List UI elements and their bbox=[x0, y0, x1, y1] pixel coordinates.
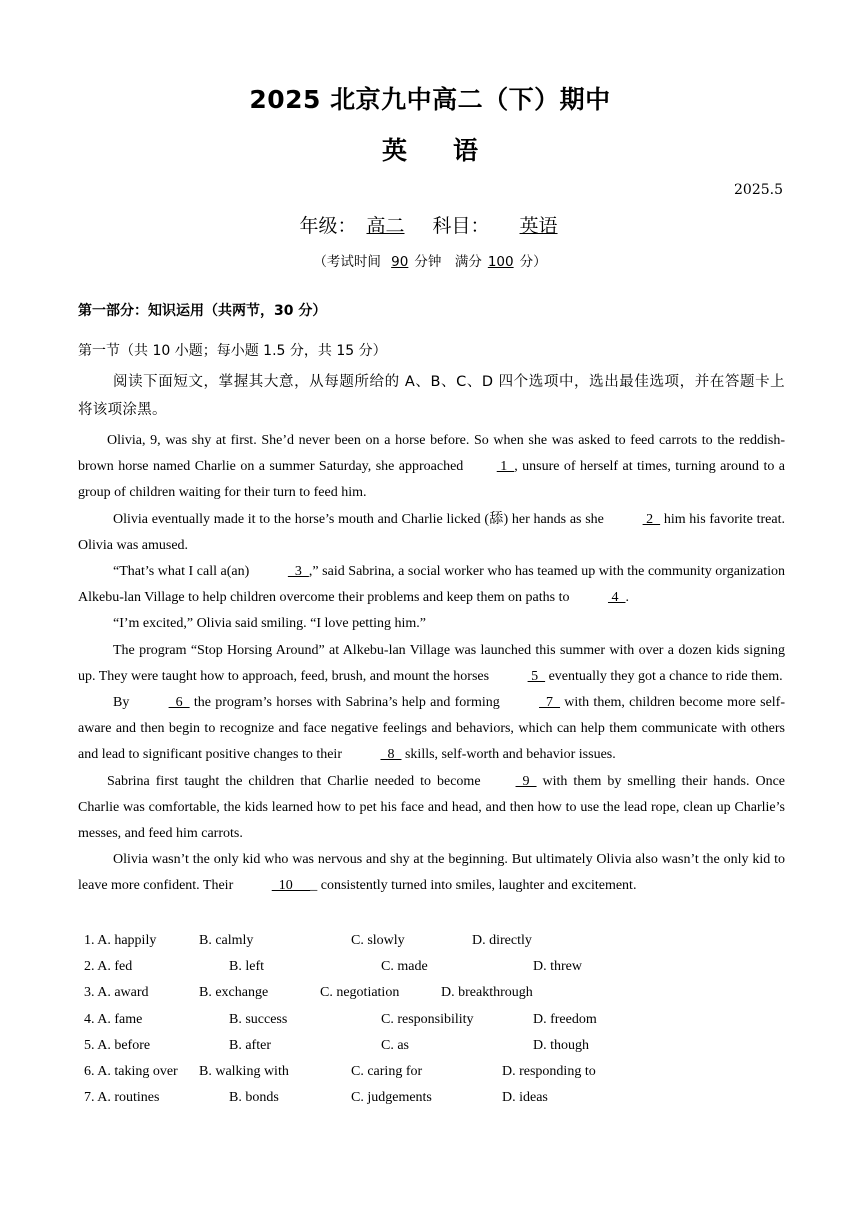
passage-text: “That’s what I call a(an) bbox=[113, 564, 253, 580]
option-c: C. made bbox=[381, 959, 428, 975]
option-d: D. breakthrough bbox=[441, 985, 533, 1001]
passage-paragraph-7 bbox=[78, 769, 785, 848]
blank-10: 10 bbox=[271, 878, 311, 894]
passage-text: Olivia eventually made it to the horse’s mouth and Charlie licked (舔) her hands as she bbox=[113, 511, 608, 527]
grade-subject-line bbox=[0, 211, 860, 238]
blank-6: 6 bbox=[168, 695, 190, 711]
option-b: B. walking with bbox=[199, 1063, 289, 1079]
grade-label: 年级： bbox=[299, 215, 357, 237]
passage-text: Olivia, 9, was shy at first. She’d never been on a horse before. So when she was asked to feed carrots to the reddish-brown horse named Charlie on a summer Saturday, she approached bbox=[78, 433, 785, 475]
option-b: B. success bbox=[229, 1011, 288, 1027]
blank-7: 7 bbox=[539, 695, 561, 711]
option-a: 7. A. routines bbox=[84, 1090, 160, 1106]
blank-2: 2 bbox=[642, 511, 661, 527]
passage-text: the program’s horses with Sabrina’s help and forming bbox=[189, 695, 505, 711]
option-d: D. though bbox=[533, 1037, 589, 1053]
option-b: B. after bbox=[229, 1037, 271, 1053]
blank-9: 9 bbox=[515, 773, 537, 789]
passage-text: Olivia wasn’t the only kid who was nervous and shy at the beginning. But ultimately Olivia also wasn’t the only kid to leave more confident. Their bbox=[78, 852, 785, 894]
exam-date: 2025.5 bbox=[734, 182, 783, 198]
option-b: B. calmly bbox=[199, 933, 254, 948]
part1-heading: 第一部分：知识运用（共两节，30 分） bbox=[78, 303, 327, 319]
option-d: D. responding to bbox=[502, 1063, 596, 1079]
question-row bbox=[84, 1007, 684, 1033]
option-c: C. judgements bbox=[351, 1090, 432, 1106]
blank-8: 8 bbox=[380, 747, 402, 763]
passage-text: . bbox=[625, 590, 629, 606]
subject-char-1: 英 bbox=[381, 136, 407, 165]
exam-time-value: 90 bbox=[391, 254, 409, 270]
question-row bbox=[84, 1059, 684, 1085]
option-a: 6. A. taking over bbox=[84, 1063, 178, 1079]
option-c: C. caring for bbox=[351, 1063, 423, 1079]
option-a: 2. A. fed bbox=[84, 959, 133, 975]
option-c: C. as bbox=[381, 1037, 409, 1053]
passage-text: , unsure of herself at times, turning around to a group of children waiting for their turn to feed him. bbox=[78, 459, 785, 501]
passage-text: Sabrina first taught the children that Charlie needed to become bbox=[107, 773, 487, 789]
passage-text: him his favorite treat. Olivia was amused. bbox=[78, 511, 785, 553]
question-row bbox=[84, 1085, 684, 1111]
subject-label: 科目： bbox=[432, 215, 490, 237]
option-d: D. ideas bbox=[502, 1090, 548, 1106]
passage-paragraph-6 bbox=[78, 690, 785, 769]
option-d: D. directly bbox=[472, 933, 532, 948]
passage-text: eventually they got a chance to ride them. bbox=[545, 668, 783, 684]
exam-info-prefix: （考试时间 bbox=[313, 254, 381, 270]
exam-title: 2025 北京九中高二（下）期中 bbox=[249, 85, 611, 114]
blank-1: 1 bbox=[496, 459, 515, 475]
blank-5: 5 bbox=[527, 668, 546, 684]
option-b: B. bonds bbox=[229, 1090, 279, 1106]
passage-text: ,” said Sabrina, a social worker who has teamed up with the community organization Alkebu-lan Village to help children overcome their problems and keep them on paths to bbox=[78, 564, 785, 606]
option-d: D. freedom bbox=[533, 1011, 597, 1027]
option-c: C. responsibility bbox=[381, 1011, 474, 1027]
subject-char-2: 语 bbox=[453, 136, 479, 165]
grade-value: 高二 bbox=[366, 215, 405, 237]
option-a: 5. A. before bbox=[84, 1037, 151, 1053]
subject-heading bbox=[0, 131, 860, 167]
question-row bbox=[84, 1033, 684, 1059]
option-d: D. threw bbox=[533, 959, 582, 975]
section1-heading: 第一节（共 10 小题；每小题 1.5 分，共 15 分） bbox=[78, 343, 387, 359]
passage-paragraph-1 bbox=[78, 428, 785, 507]
exam-info-suffix: 分） bbox=[519, 254, 547, 270]
passage-text: with them by smelling their hands. Once Charlie was comfortable, the kids learned how to pet his face and head, and then how to use the lead rope, clean up Charlie’s messes, and feed him carrots. bbox=[78, 773, 785, 842]
option-c: C. negotiation bbox=[320, 985, 400, 1001]
blank-3: 3 bbox=[287, 564, 309, 580]
exam-time-unit: 分钟 满分 bbox=[414, 254, 482, 270]
passage-paragraph-8 bbox=[78, 847, 785, 899]
passage-text: _ consistently turned into smiles, laughter and excitement. bbox=[310, 878, 637, 894]
option-b: B. exchange bbox=[199, 985, 269, 1001]
blank-4: 4 bbox=[607, 590, 626, 606]
question-options bbox=[84, 928, 684, 1111]
option-c: C. slowly bbox=[351, 933, 405, 948]
option-a: 1. A. happily bbox=[84, 933, 157, 948]
question-row bbox=[84, 954, 684, 980]
subject-value: 英语 bbox=[519, 215, 558, 237]
option-b: B. left bbox=[229, 959, 264, 975]
passage-text: with them, children become more self-aware and then begin to recognize and face negative feelings and behaviors, which can help them communicate with others and lead to significant positive changes to their bbox=[78, 695, 785, 763]
passage-text: The program “Stop Horsing Around” at Alkebu-lan Village was launched this summer with over a dozen kids signing up. They were taught how to approach, feed, brush, and mount the horses bbox=[78, 642, 785, 684]
full-score-value: 100 bbox=[487, 254, 514, 270]
option-a: 4. A. fame bbox=[84, 1011, 143, 1027]
passage-paragraph-5 bbox=[78, 638, 785, 690]
cloze-passage bbox=[78, 428, 785, 900]
option-a: 3. A. award bbox=[84, 985, 149, 1001]
passage-paragraph-3 bbox=[78, 559, 785, 611]
passage-text: skills, self-worth and behavior issues. bbox=[401, 747, 616, 763]
passage-paragraph-4: “I’m excited,” Olivia said smiling. “I love petting him.” bbox=[113, 616, 426, 632]
question-row bbox=[84, 980, 684, 1006]
section1-instruction: 阅读下面短文，掌握其大意，从每题所给的 A、B、C、D 四个选项中，选出最佳选项，并在答题卡上将该项涂黑。 bbox=[78, 374, 785, 418]
question-row bbox=[84, 928, 684, 954]
passage-text: By bbox=[113, 695, 134, 711]
exam-info bbox=[0, 250, 860, 270]
passage-paragraph-2 bbox=[78, 507, 785, 559]
